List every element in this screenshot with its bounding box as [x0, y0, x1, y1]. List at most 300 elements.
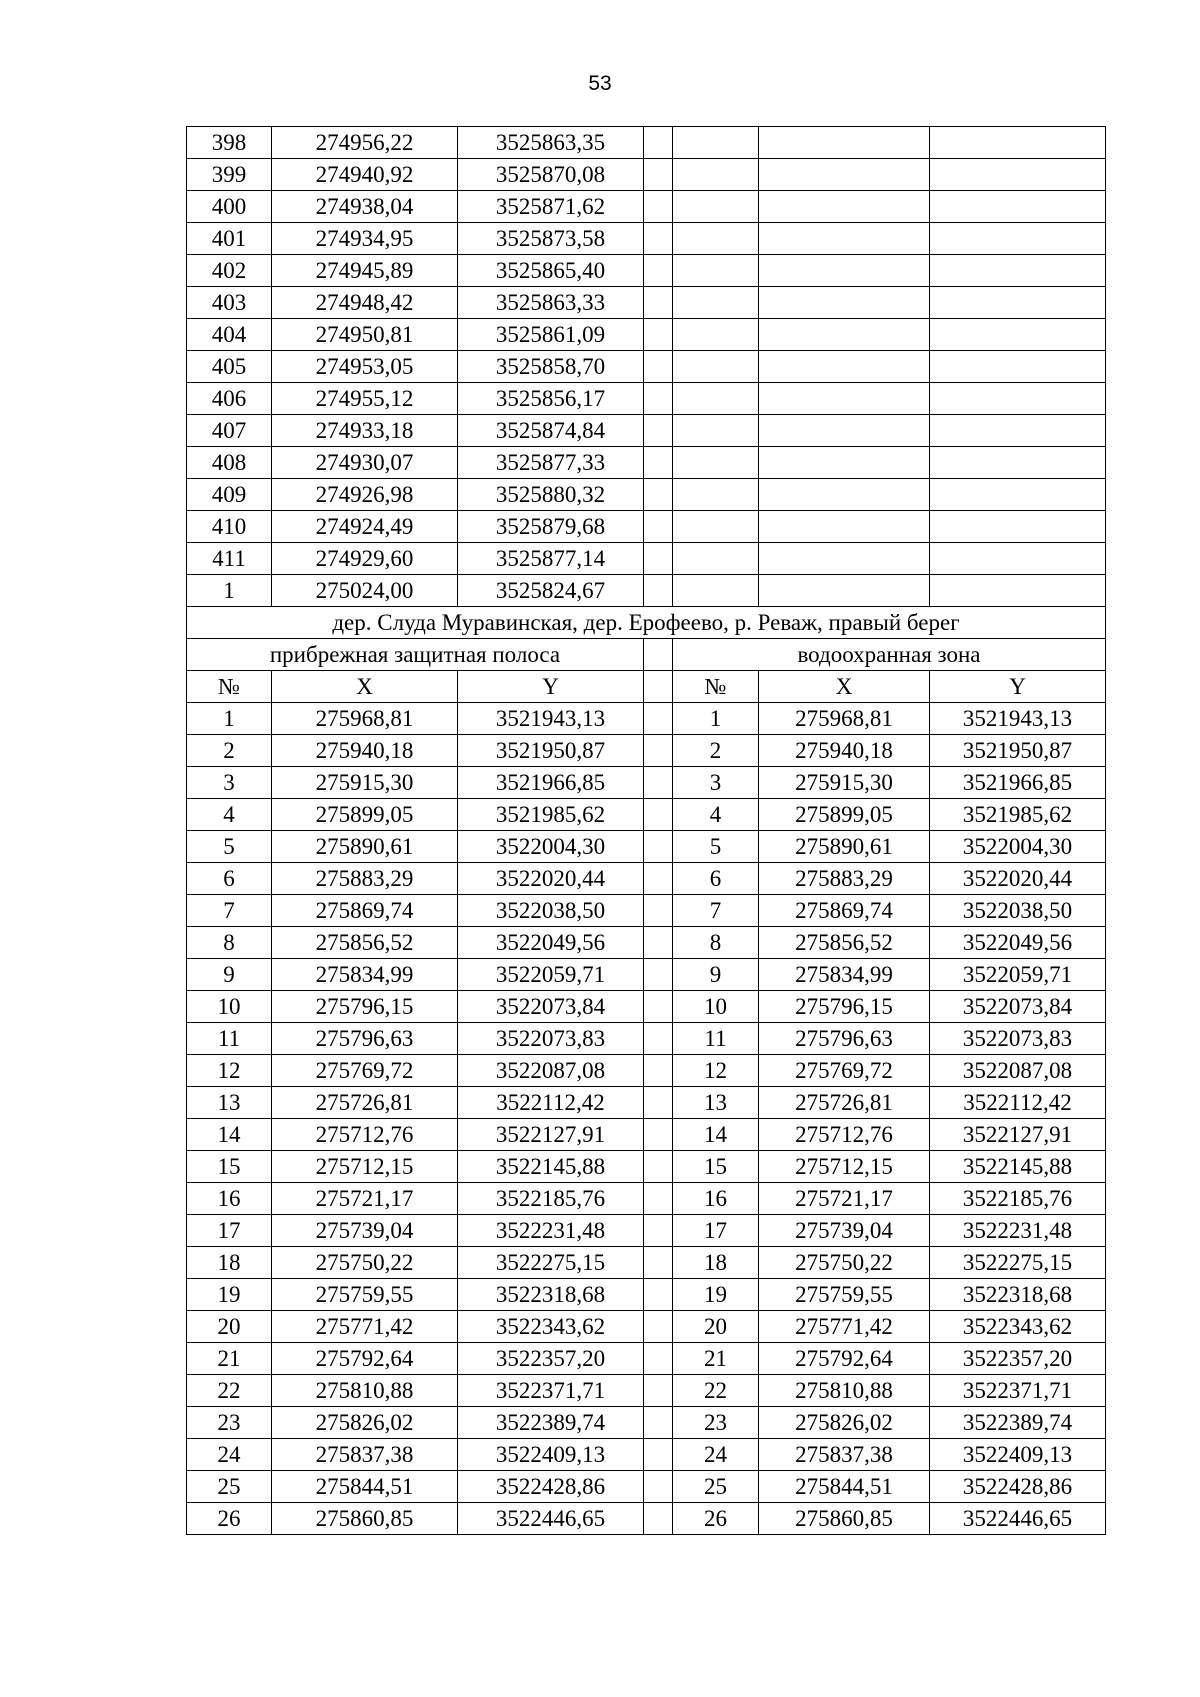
empty-cell	[759, 575, 930, 607]
coastal-strip-point-number-cell: 23	[187, 1407, 272, 1439]
empty-cell	[759, 287, 930, 319]
coastal-strip-point-number-cell: 18	[187, 1247, 272, 1279]
spacer-cell	[644, 1183, 673, 1215]
column-header-row	[187, 671, 1106, 703]
empty-cell	[930, 159, 1106, 191]
table-row	[187, 351, 1106, 383]
spacer-cell	[644, 159, 673, 191]
empty-cell	[673, 575, 759, 607]
empty-cell	[759, 543, 930, 575]
spacer-cell	[644, 255, 673, 287]
coastal-strip-y-cell: 3522073,84	[458, 991, 644, 1023]
point-number-cell: 402	[187, 255, 272, 287]
coastal-strip-point-number-cell: 9	[187, 959, 272, 991]
x-coordinate-cell: 274933,18	[272, 415, 458, 447]
x-coordinate-cell: 274930,07	[272, 447, 458, 479]
water-zone-y-cell: 3522371,71	[930, 1375, 1106, 1407]
table-row	[187, 831, 1106, 863]
coastal-strip-y-cell: 3522127,91	[458, 1119, 644, 1151]
y-coordinate-cell: 3525880,32	[458, 479, 644, 511]
coastal-strip-x-cell: 275792,64	[272, 1343, 458, 1375]
spacer-cell	[644, 1151, 673, 1183]
spacer-cell	[644, 799, 673, 831]
coastal-strip-x-cell: 275940,18	[272, 735, 458, 767]
coastal-strip-y-cell: 3522275,15	[458, 1247, 644, 1279]
coastal-strip-y-cell: 3522343,62	[458, 1311, 644, 1343]
spacer-cell	[644, 223, 673, 255]
coastal-strip-y-cell: 3522389,74	[458, 1407, 644, 1439]
spacer-cell	[644, 415, 673, 447]
coastal-strip-point-number-cell: 17	[187, 1215, 272, 1247]
section-header-group	[187, 607, 1106, 703]
coastal-strip-y-cell: 3522004,30	[458, 831, 644, 863]
col-header-x-left: X	[272, 671, 458, 703]
table-row	[187, 1151, 1106, 1183]
spacer-cell	[644, 1119, 673, 1151]
water-zone-point-number-cell: 14	[673, 1119, 759, 1151]
x-coordinate-cell: 274950,81	[272, 319, 458, 351]
point-number-cell: 1	[187, 575, 272, 607]
coastal-strip-point-number-cell: 20	[187, 1311, 272, 1343]
table-row	[187, 447, 1106, 479]
section-title-row	[187, 607, 1106, 639]
water-zone-y-cell: 3521985,62	[930, 799, 1106, 831]
y-coordinate-cell: 3525861,09	[458, 319, 644, 351]
spacer-cell	[644, 447, 673, 479]
coastal-strip-heading: прибрежная защитная полоса	[187, 639, 644, 671]
coastal-strip-y-cell: 3522112,42	[458, 1087, 644, 1119]
water-zone-y-cell: 3522004,30	[930, 831, 1106, 863]
water-zone-x-cell: 275792,64	[759, 1343, 930, 1375]
water-zone-point-number-cell: 8	[673, 927, 759, 959]
coastal-strip-x-cell: 275844,51	[272, 1471, 458, 1503]
spacer-cell	[644, 671, 673, 703]
coordinate-rows-group	[187, 703, 1106, 1535]
water-zone-x-cell: 275750,22	[759, 1247, 930, 1279]
water-zone-x-cell: 275826,02	[759, 1407, 930, 1439]
water-zone-point-number-cell: 4	[673, 799, 759, 831]
table-row	[187, 927, 1106, 959]
spacer-cell	[644, 703, 673, 735]
empty-cell	[673, 479, 759, 511]
empty-cell	[930, 191, 1106, 223]
x-coordinate-cell: 274955,12	[272, 383, 458, 415]
water-zone-point-number-cell: 21	[673, 1343, 759, 1375]
empty-cell	[930, 447, 1106, 479]
x-coordinate-cell: 274924,49	[272, 511, 458, 543]
water-zone-point-number-cell: 1	[673, 703, 759, 735]
y-coordinate-cell: 3525824,67	[458, 575, 644, 607]
empty-cell	[930, 575, 1106, 607]
coastal-strip-point-number-cell: 6	[187, 863, 272, 895]
water-zone-x-cell: 275968,81	[759, 703, 930, 735]
point-number-cell: 404	[187, 319, 272, 351]
spacer-cell	[644, 1311, 673, 1343]
empty-cell	[930, 223, 1106, 255]
y-coordinate-cell: 3525877,14	[458, 543, 644, 575]
coastal-strip-point-number-cell: 11	[187, 1023, 272, 1055]
coastal-strip-y-cell: 3522038,50	[458, 895, 644, 927]
table-row	[187, 287, 1106, 319]
table-row	[187, 703, 1106, 735]
empty-cell	[930, 287, 1106, 319]
empty-cell	[930, 415, 1106, 447]
empty-cell	[930, 543, 1106, 575]
spacer-cell	[644, 191, 673, 223]
coastal-strip-x-cell: 275726,81	[272, 1087, 458, 1119]
water-zone-point-number-cell: 15	[673, 1151, 759, 1183]
table-row	[187, 1215, 1106, 1247]
water-zone-x-cell: 275712,76	[759, 1119, 930, 1151]
spacer-cell	[644, 127, 673, 159]
coastal-strip-y-cell: 3522446,65	[458, 1503, 644, 1535]
water-zone-x-cell: 275856,52	[759, 927, 930, 959]
coastal-strip-y-cell: 3521966,85	[458, 767, 644, 799]
table-row	[187, 1471, 1106, 1503]
table-row	[187, 991, 1106, 1023]
table-row	[187, 1503, 1106, 1535]
point-number-cell: 407	[187, 415, 272, 447]
spacer-cell	[644, 1471, 673, 1503]
x-coordinate-cell: 274929,60	[272, 543, 458, 575]
spacer-cell	[644, 1023, 673, 1055]
water-zone-point-number-cell: 25	[673, 1471, 759, 1503]
coastal-strip-point-number-cell: 21	[187, 1343, 272, 1375]
water-zone-x-cell: 275739,04	[759, 1215, 930, 1247]
col-header-number-right: №	[673, 671, 759, 703]
water-zone-point-number-cell: 10	[673, 991, 759, 1023]
table-row	[187, 895, 1106, 927]
water-zone-y-cell: 3522275,15	[930, 1247, 1106, 1279]
empty-cell	[759, 191, 930, 223]
x-coordinate-cell: 274938,04	[272, 191, 458, 223]
water-zone-point-number-cell: 20	[673, 1311, 759, 1343]
water-zone-y-cell: 3522112,42	[930, 1087, 1106, 1119]
water-zone-x-cell: 275721,17	[759, 1183, 930, 1215]
spacer-cell	[644, 991, 673, 1023]
coastal-strip-x-cell: 275759,55	[272, 1279, 458, 1311]
coastal-strip-x-cell: 275883,29	[272, 863, 458, 895]
x-coordinate-cell: 274934,95	[272, 223, 458, 255]
coastal-strip-point-number-cell: 25	[187, 1471, 272, 1503]
table-row	[187, 415, 1106, 447]
water-zone-point-number-cell: 24	[673, 1439, 759, 1471]
empty-cell	[759, 127, 930, 159]
spacer-cell	[644, 383, 673, 415]
water-zone-y-cell: 3522145,88	[930, 1151, 1106, 1183]
col-header-y-right: Y	[930, 671, 1106, 703]
water-zone-y-cell: 3522446,65	[930, 1503, 1106, 1535]
water-zone-y-cell: 3522185,76	[930, 1183, 1106, 1215]
coastal-strip-y-cell: 3521985,62	[458, 799, 644, 831]
coastal-strip-point-number-cell: 2	[187, 735, 272, 767]
empty-cell	[673, 511, 759, 543]
table-row	[187, 127, 1106, 159]
table-row	[187, 1183, 1106, 1215]
water-zone-y-cell: 3522343,62	[930, 1311, 1106, 1343]
col-header-x-right: X	[759, 671, 930, 703]
table-row	[187, 1247, 1106, 1279]
coastal-strip-x-cell: 275712,76	[272, 1119, 458, 1151]
water-zone-x-cell: 275869,74	[759, 895, 930, 927]
coastal-strip-point-number-cell: 4	[187, 799, 272, 831]
table-row	[187, 191, 1106, 223]
water-zone-point-number-cell: 2	[673, 735, 759, 767]
section-title: дер. Слуда Муравинская, дер. Ерофеево, р. Реваж, правый берег	[187, 607, 1106, 639]
water-zone-y-cell: 3522087,08	[930, 1055, 1106, 1087]
water-zone-x-cell: 275899,05	[759, 799, 930, 831]
empty-cell	[673, 255, 759, 287]
table-row	[187, 799, 1106, 831]
coastal-strip-x-cell: 275739,04	[272, 1215, 458, 1247]
empty-cell	[930, 479, 1106, 511]
coastal-strip-x-cell: 275796,63	[272, 1023, 458, 1055]
coastal-strip-x-cell: 275856,52	[272, 927, 458, 959]
water-zone-x-cell: 275883,29	[759, 863, 930, 895]
coastal-strip-y-cell: 3522087,08	[458, 1055, 644, 1087]
table-row	[187, 767, 1106, 799]
table-row	[187, 255, 1106, 287]
coastal-strip-y-cell: 3522049,56	[458, 927, 644, 959]
water-zone-x-cell: 275844,51	[759, 1471, 930, 1503]
coastal-strip-x-cell: 275837,38	[272, 1439, 458, 1471]
spacer-cell	[644, 639, 673, 671]
table-row	[187, 735, 1106, 767]
coastal-strip-x-cell: 275899,05	[272, 799, 458, 831]
coastal-strip-y-cell: 3522357,20	[458, 1343, 644, 1375]
empty-cell	[673, 319, 759, 351]
water-zone-point-number-cell: 13	[673, 1087, 759, 1119]
water-zone-point-number-cell: 5	[673, 831, 759, 863]
spacer-cell	[644, 1375, 673, 1407]
table-row	[187, 479, 1106, 511]
water-zone-y-cell: 3521966,85	[930, 767, 1106, 799]
coastal-strip-point-number-cell: 5	[187, 831, 272, 863]
x-coordinate-cell: 275024,00	[272, 575, 458, 607]
coastal-strip-y-cell: 3522428,86	[458, 1471, 644, 1503]
empty-cell	[673, 191, 759, 223]
coastal-strip-point-number-cell: 16	[187, 1183, 272, 1215]
water-zone-x-cell: 275771,42	[759, 1311, 930, 1343]
spacer-cell	[644, 1343, 673, 1375]
coastal-strip-y-cell: 3522231,48	[458, 1215, 644, 1247]
table-row	[187, 159, 1106, 191]
empty-cell	[930, 351, 1106, 383]
coastal-strip-y-cell: 3522020,44	[458, 863, 644, 895]
empty-cell	[759, 351, 930, 383]
water-zone-y-cell: 3521943,13	[930, 703, 1106, 735]
point-number-cell: 408	[187, 447, 272, 479]
water-zone-point-number-cell: 16	[673, 1183, 759, 1215]
top-rows-group	[187, 127, 1106, 607]
water-zone-point-number-cell: 7	[673, 895, 759, 927]
x-coordinate-cell: 274948,42	[272, 287, 458, 319]
water-zone-point-number-cell: 9	[673, 959, 759, 991]
water-zone-point-number-cell: 3	[673, 767, 759, 799]
col-header-y-left: Y	[458, 671, 644, 703]
empty-cell	[759, 479, 930, 511]
coastal-strip-y-cell: 3522185,76	[458, 1183, 644, 1215]
spacer-cell	[644, 479, 673, 511]
empty-cell	[759, 223, 930, 255]
water-zone-y-cell: 3522428,86	[930, 1471, 1106, 1503]
coordinates-table	[186, 126, 1106, 1535]
table-row	[187, 511, 1106, 543]
spacer-cell	[644, 351, 673, 383]
y-coordinate-cell: 3525865,40	[458, 255, 644, 287]
coastal-strip-point-number-cell: 8	[187, 927, 272, 959]
water-zone-point-number-cell: 6	[673, 863, 759, 895]
water-zone-y-cell: 3522020,44	[930, 863, 1106, 895]
water-zone-x-cell: 275759,55	[759, 1279, 930, 1311]
coastal-strip-x-cell: 275796,15	[272, 991, 458, 1023]
point-number-cell: 399	[187, 159, 272, 191]
empty-cell	[673, 447, 759, 479]
empty-cell	[930, 383, 1106, 415]
table-row	[187, 959, 1106, 991]
coastal-strip-x-cell: 275826,02	[272, 1407, 458, 1439]
table-row	[187, 1279, 1106, 1311]
spacer-cell	[644, 287, 673, 319]
point-number-cell: 409	[187, 479, 272, 511]
coastal-strip-point-number-cell: 7	[187, 895, 272, 927]
coastal-strip-x-cell: 275750,22	[272, 1247, 458, 1279]
water-zone-x-cell: 275834,99	[759, 959, 930, 991]
water-zone-x-cell: 275796,63	[759, 1023, 930, 1055]
water-zone-point-number-cell: 12	[673, 1055, 759, 1087]
page-number: 53	[588, 72, 612, 95]
water-zone-x-cell: 275915,30	[759, 767, 930, 799]
y-coordinate-cell: 3525879,68	[458, 511, 644, 543]
table-row	[187, 319, 1106, 351]
empty-cell	[759, 447, 930, 479]
table-row	[187, 1119, 1106, 1151]
x-coordinate-cell: 274940,92	[272, 159, 458, 191]
empty-cell	[673, 223, 759, 255]
water-zone-point-number-cell: 11	[673, 1023, 759, 1055]
col-header-number-left: №	[187, 671, 272, 703]
spacer-cell	[644, 1247, 673, 1279]
coastal-strip-x-cell: 275915,30	[272, 767, 458, 799]
empty-cell	[673, 383, 759, 415]
table-row	[187, 1439, 1106, 1471]
water-zone-point-number-cell: 17	[673, 1215, 759, 1247]
table-row	[187, 575, 1106, 607]
empty-cell	[673, 287, 759, 319]
coastal-strip-point-number-cell: 15	[187, 1151, 272, 1183]
point-number-cell: 400	[187, 191, 272, 223]
coastal-strip-point-number-cell: 24	[187, 1439, 272, 1471]
water-zone-x-cell: 275940,18	[759, 735, 930, 767]
empty-cell	[759, 159, 930, 191]
spacer-cell	[644, 895, 673, 927]
table-row	[187, 223, 1106, 255]
spacer-cell	[644, 1439, 673, 1471]
table-row	[187, 1407, 1106, 1439]
water-zone-point-number-cell: 19	[673, 1279, 759, 1311]
y-coordinate-cell: 3525856,17	[458, 383, 644, 415]
table-row	[187, 1087, 1106, 1119]
y-coordinate-cell: 3525870,08	[458, 159, 644, 191]
water-zone-x-cell: 275726,81	[759, 1087, 930, 1119]
point-number-cell: 403	[187, 287, 272, 319]
water-zone-x-cell: 275837,38	[759, 1439, 930, 1471]
water-zone-y-cell: 3522059,71	[930, 959, 1106, 991]
water-zone-y-cell: 3521950,87	[930, 735, 1106, 767]
coastal-strip-x-cell: 275869,74	[272, 895, 458, 927]
water-zone-y-cell: 3522073,83	[930, 1023, 1106, 1055]
coastal-strip-point-number-cell: 19	[187, 1279, 272, 1311]
point-number-cell: 405	[187, 351, 272, 383]
coastal-strip-y-cell: 3522059,71	[458, 959, 644, 991]
coastal-strip-x-cell: 275721,17	[272, 1183, 458, 1215]
empty-cell	[673, 127, 759, 159]
x-coordinate-cell: 274926,98	[272, 479, 458, 511]
empty-cell	[673, 351, 759, 383]
spacer-cell	[644, 1279, 673, 1311]
coastal-strip-y-cell: 3522073,83	[458, 1023, 644, 1055]
coastal-strip-y-cell: 3521950,87	[458, 735, 644, 767]
spacer-cell	[644, 575, 673, 607]
empty-cell	[759, 319, 930, 351]
empty-cell	[930, 127, 1106, 159]
point-number-cell: 410	[187, 511, 272, 543]
empty-cell	[759, 383, 930, 415]
point-number-cell: 411	[187, 543, 272, 575]
water-protection-zone-heading: водоохранная зона	[673, 639, 1106, 671]
spacer-cell	[644, 863, 673, 895]
water-zone-y-cell: 3522073,84	[930, 991, 1106, 1023]
table-row	[187, 543, 1106, 575]
zone-heading-row	[187, 639, 1106, 671]
spacer-cell	[644, 543, 673, 575]
water-zone-point-number-cell: 23	[673, 1407, 759, 1439]
empty-cell	[759, 255, 930, 287]
spacer-cell	[644, 959, 673, 991]
coastal-strip-x-cell: 275890,61	[272, 831, 458, 863]
point-number-cell: 401	[187, 223, 272, 255]
y-coordinate-cell: 3525873,58	[458, 223, 644, 255]
coastal-strip-point-number-cell: 3	[187, 767, 272, 799]
coastal-strip-x-cell: 275810,88	[272, 1375, 458, 1407]
coastal-strip-y-cell: 3522409,13	[458, 1439, 644, 1471]
water-zone-point-number-cell: 26	[673, 1503, 759, 1535]
table-row	[187, 863, 1106, 895]
spacer-cell	[644, 1215, 673, 1247]
empty-cell	[759, 511, 930, 543]
spacer-cell	[644, 511, 673, 543]
water-zone-y-cell: 3522038,50	[930, 895, 1106, 927]
y-coordinate-cell: 3525863,33	[458, 287, 644, 319]
x-coordinate-cell: 274956,22	[272, 127, 458, 159]
coastal-strip-y-cell: 3521943,13	[458, 703, 644, 735]
y-coordinate-cell: 3525858,70	[458, 351, 644, 383]
coastal-strip-point-number-cell: 1	[187, 703, 272, 735]
y-coordinate-cell: 3525877,33	[458, 447, 644, 479]
spacer-cell	[644, 1407, 673, 1439]
empty-cell	[673, 159, 759, 191]
coastal-strip-point-number-cell: 12	[187, 1055, 272, 1087]
coastal-strip-point-number-cell: 22	[187, 1375, 272, 1407]
empty-cell	[673, 415, 759, 447]
point-number-cell: 406	[187, 383, 272, 415]
water-zone-y-cell: 3522318,68	[930, 1279, 1106, 1311]
water-zone-x-cell: 275712,15	[759, 1151, 930, 1183]
coastal-strip-y-cell: 3522145,88	[458, 1151, 644, 1183]
empty-cell	[930, 319, 1106, 351]
water-zone-y-cell: 3522409,13	[930, 1439, 1106, 1471]
water-zone-y-cell: 3522231,48	[930, 1215, 1106, 1247]
